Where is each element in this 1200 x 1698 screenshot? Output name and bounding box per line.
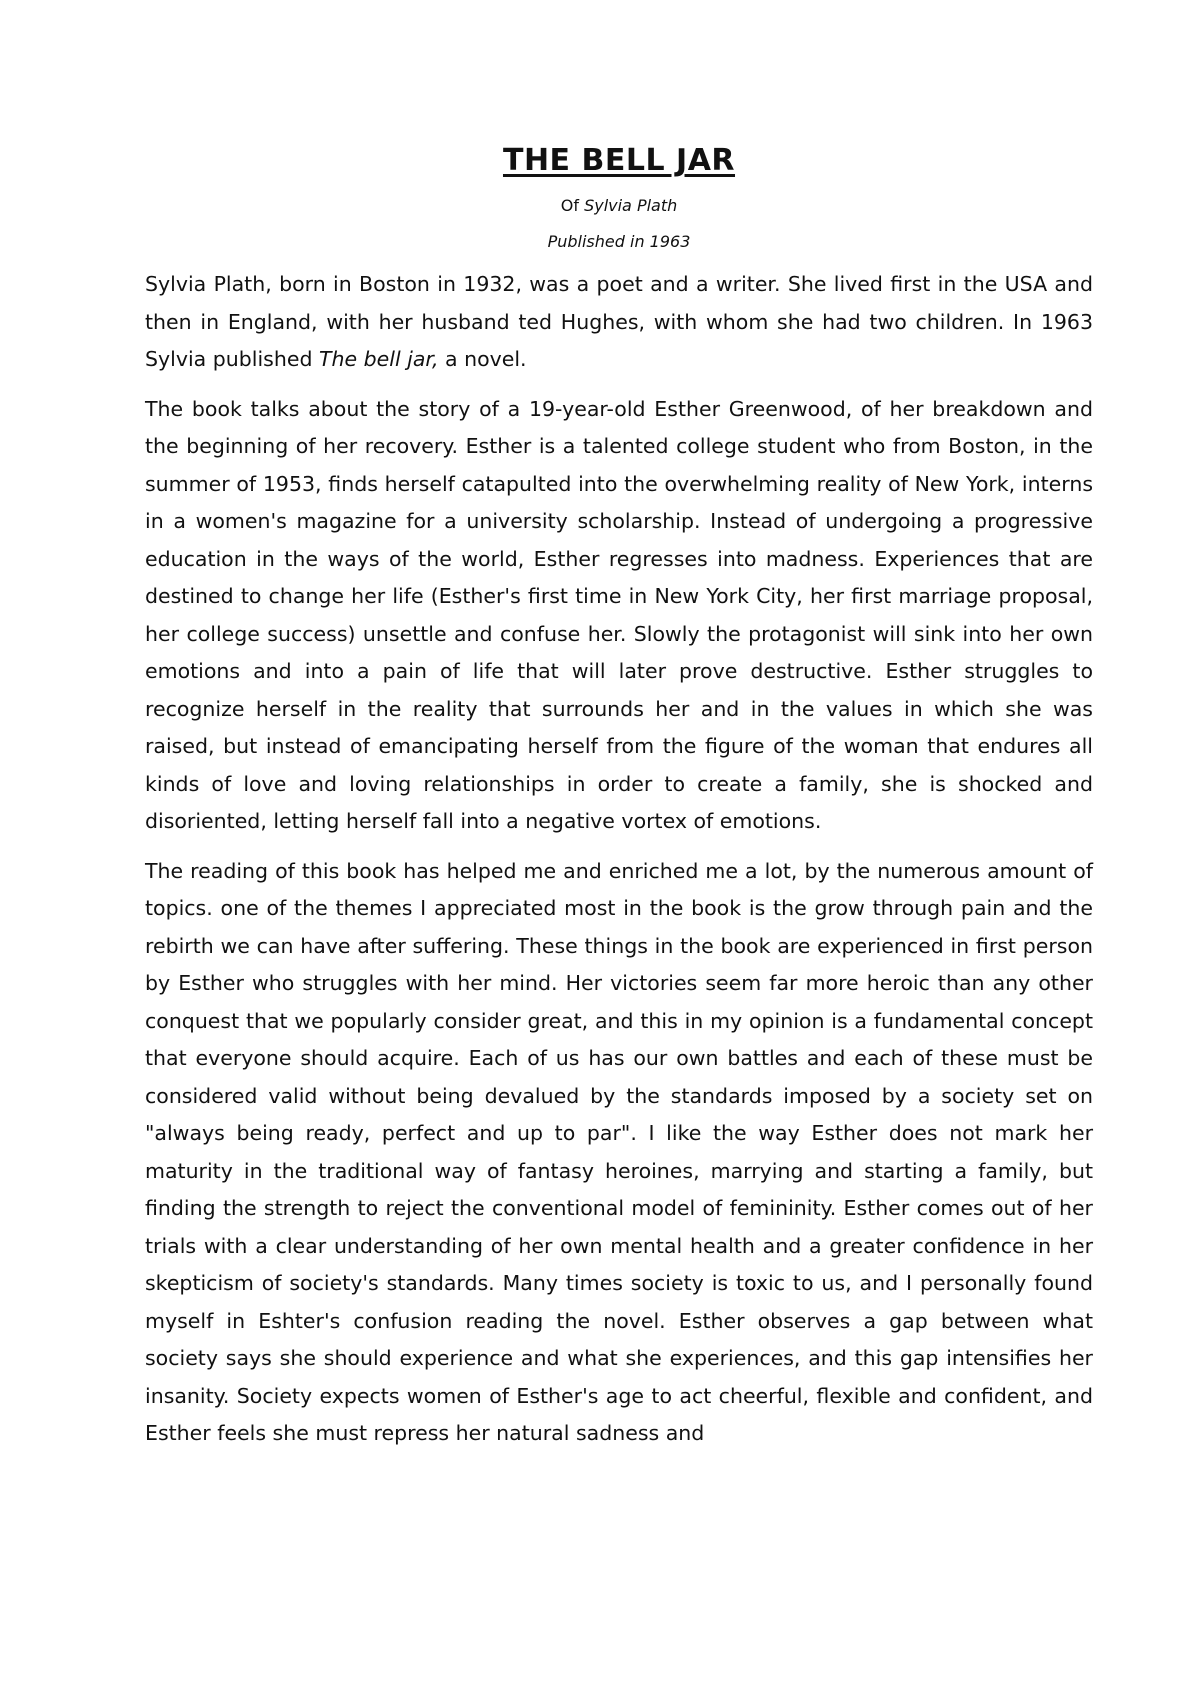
author-name: Sylvia Plath <box>584 196 678 215</box>
document-title: THE BELL JAR <box>502 143 736 178</box>
author-byline <box>145 194 1093 218</box>
byline-prefix: Of <box>560 196 585 215</box>
document-body <box>145 140 1093 1453</box>
paragraph-personal-review: The reading of this book has helped me and enriched me a lot, by the numerous amount of topics. one of the themes I appreciated most in the book is the grow through pain and the rebirth we can have after suffering. These things in the book are experienced in first person by Esther who struggles with her mind. Her victories seem far more heroic than any other conquest that we popularly consider great, and this in my opinion is a fundamental concept that everyone should acquire. Each of us has our own battles and each of these must be considered valid without being devalued by the standards imposed by a society set on "always being ready, perfect and up to par". I like the way Esther does not mark her maturity in the traditional way of fantasy heroines, marrying and starting a family, but finding the strength to reject the conventional model of femininity. Esther comes out of her trials with a clear understanding of her own mental health and a greater confidence in her skepticism of society's standards. Many times society is toxic to us, and I personally found myself in Eshter's confusion reading the novel. Esther observes a gap between what society says she should experience and what she experiences, and this gap intensifies her insanity. Society expects women of Esther's age to act cheerful, flexible and confident, and Esther feels she must repress her natural sadness and <box>145 858 1093 1445</box>
publication-date: Published in 1963 <box>547 232 691 251</box>
paragraph-author-intro-end: a novel. <box>438 347 527 371</box>
paragraph-plot-summary: The book talks about the story of a 19-year-old Esther Greenwood, of her breakdown and the beginning of her recovery. Esther is a talented college student who from Boston, in the summer of 1953, finds herself catapulted into the overwhelming reality of New York, interns in a women's magazine for a university scholarship. Instead of undergoing a progressive education in the ways of the world, Esther regresses into madness. Experiences that are destined to change her life (Esther's first time in New York City, her first marriage proposal, her college success) unsettle and confuse her. Slowly the protagonist will sink into her own emotions and into a pain of life that will later prove destructive. Esther struggles to recognize herself in the reality that surrounds her and in the values in which she was raised, but instead of emancipating herself from the figure of the woman that endures all kinds of love and loving relationships in order to create a family, she is shocked and disoriented, letting herself fall into a negative vortex of emotions. <box>145 396 1093 833</box>
paragraph-author-intro <box>145 266 1093 379</box>
book-title-emphasis: The bell jar, <box>318 347 439 371</box>
paragraph-author-intro-text: Sylvia Plath, born in Boston in 1932, was a poet and a writer. She lived first in the USA and then in England, with her husband ted Hughes, with whom she had two children. In 1963 Sylvia published <box>145 272 1093 371</box>
